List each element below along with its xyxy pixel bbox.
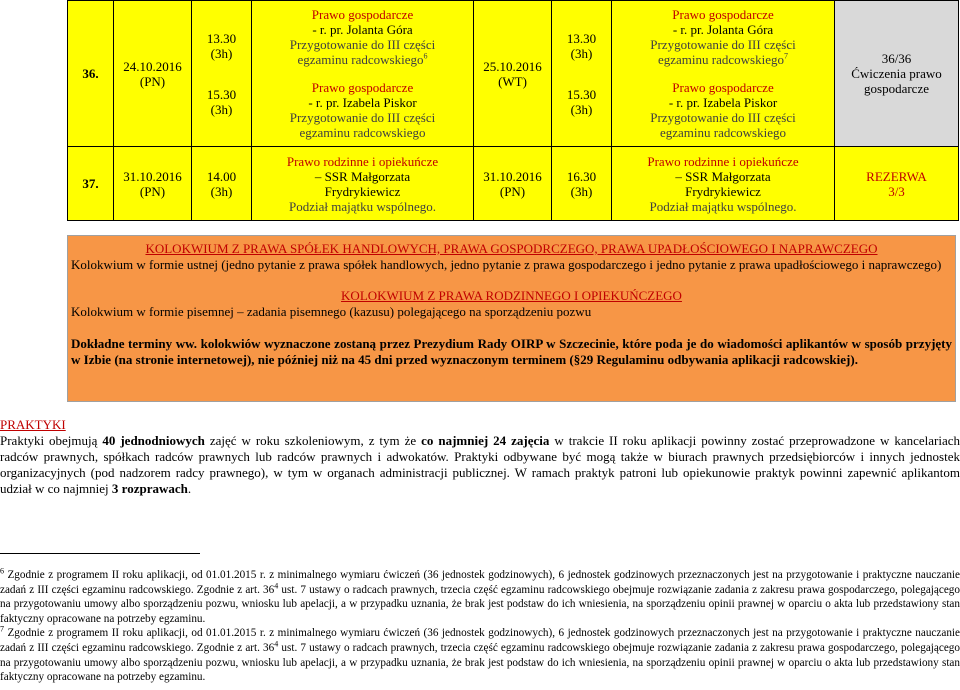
topic: egzaminu radcowskiego xyxy=(299,125,426,140)
lecturer: – SSR Małgorzata xyxy=(314,168,411,184)
schedule-table xyxy=(67,0,959,221)
subject: Prawo rodzinne i opiekuńcze xyxy=(647,153,799,169)
start-time: 16.30 xyxy=(566,168,597,184)
summary-label: gospodarcze xyxy=(864,81,929,96)
time-cell xyxy=(552,1,612,147)
footnote-text: ust. 7 ustawy o radcach prawnych, trzecia część egzaminu radcowskiego obejmuje rozwiązanie zadania z zakresu prawa gospodarczego, polegającego na przygotowaniu umowy albo sporządzeniu pozwu, wniosku lub apelacji, a w przypadku uznania, że brak jest podstaw do ich wniesienia, na sporządzeniu opinii prawnej w oparciu o akta lub przedstawiony stan faktyczny opracowane na potrzeby egzaminu. xyxy=(0,583,960,625)
schedule-row-36 xyxy=(68,1,959,147)
topic: egzaminu radcowskiego xyxy=(660,125,786,140)
subject: Prawo gospodarcze xyxy=(311,7,414,22)
class-cell xyxy=(252,1,474,147)
start-time: 14.00 xyxy=(206,168,237,184)
class-cell xyxy=(612,147,835,221)
start-time: 15.30 xyxy=(206,86,237,102)
duration: (3h) xyxy=(210,101,233,117)
exam-terms: Dokładne terminy ww. kolokwiów wyznaczone zostaną przez Prezydium Rady OIRP w Szczecinie, które poda je do wiadomości aplikantów w sposób przyjęty w Izbie (na stronie internetowej), nie później niż na 45 dni przed wyznaczonym terminem (§29 Regulaminu odbywania aplikacji radcowskiej). xyxy=(71,336,952,367)
topic: Przygotowanie do III części xyxy=(289,37,436,52)
start-time: 13.30 xyxy=(566,30,597,46)
lecturer: Frydrykiewicz xyxy=(324,183,401,199)
practice-section xyxy=(0,417,960,497)
topic: egzaminu radcowskiego xyxy=(297,52,424,67)
date-text: 31.10.2016 xyxy=(483,168,542,184)
summary-count: 36/36 xyxy=(881,51,912,66)
text-run: w trakcie II roku aplikacji powinny zostać przeprowadzone w kancelariach radców prawnych, spółkach radców prawnych lub radców prawnych i adwokatów. Praktyki odbywane być mogą także w biurach prawnych przedsiębiorców i innych jednostek organizacyjnych (pod nadzorem radcy prawnego), w tym w organach administracji publicznej. W ramach praktyk patroni lub opiekunowie praktyk powinni zapewnić aplikantom udział w co najmniej xyxy=(0,433,960,496)
reserve-count: 3/3 xyxy=(888,183,905,199)
topic: Przygotowanie do III części xyxy=(650,110,796,125)
lecturer: - r. pr. Jolanta Góra xyxy=(312,22,413,37)
footnote-7 xyxy=(0,626,960,684)
row-number: 36. xyxy=(68,1,114,147)
text-run: zajęć w roku szkoleniowym, z tym że xyxy=(204,433,422,448)
exam-title-commercial: KOLOKWIUM Z PRAWA SPÓŁEK HANDLOWYCH, PRAWA GOSPODRCZEGO, PRAWA UPADŁOŚCIOWEGO I NAPRAWCZEGO xyxy=(145,241,878,256)
schedule-row-37 xyxy=(68,147,959,221)
text-run: Praktyki obejmują xyxy=(0,433,103,448)
lecturer: – SSR Małgorzata xyxy=(675,168,771,184)
class-cell xyxy=(612,1,835,147)
footnote-number: 6 xyxy=(0,566,4,576)
subject: Prawo rodzinne i opiekuńcze xyxy=(286,153,439,169)
date-text: 25.10.2016 xyxy=(483,58,542,74)
footnote-separator xyxy=(0,553,200,554)
date-cell xyxy=(474,147,552,221)
subject: Prawo gospodarcze xyxy=(672,7,774,22)
footnote-ref[interactable]: 7 xyxy=(783,51,788,61)
footnote-text: ust. 7 ustawy o radcach prawnych, trzecia część egzaminu radcowskiego obejmuje rozwiązanie zadania z zakresu prawa gospodarczego, polegającego na przygotowaniu umowy albo sporządzeniu pozwu, wniosku lub apelacji, a w przypadku uznania, że brak jest podstaw do ich wniesienia, na sporządzeniu opinii prawnej w oparciu o akta lub przedstawiony stan faktyczny opracowane na potrzeby egzaminu. xyxy=(0,641,960,684)
summary-cell xyxy=(835,1,959,147)
text-run: . xyxy=(187,481,192,496)
practice-paragraph xyxy=(0,433,960,497)
footnote-text: Zgodnie z programem II roku aplikacji, od 01.01.2015 r. z minimalnego wymiaru ćwiczeń (36 jednostek godzinowych), 6 jednostek godzinowych przeznaczonych jest na przygotowanie i praktyczne nauczanie zadań z III części egzaminu radcowskiego. Zgodnie z art. 36 xyxy=(0,627,960,654)
reserve-cell xyxy=(835,147,959,221)
duration: (3h) xyxy=(570,101,593,117)
topic: Przygotowanie do III części xyxy=(650,37,796,52)
time-cell xyxy=(552,147,612,221)
row-number: 37. xyxy=(68,147,114,221)
topic: Podział majątku wspólnego. xyxy=(289,198,436,214)
text-run-bold: co najmniej 24 zajęcia xyxy=(421,433,550,448)
time-cell xyxy=(192,147,252,221)
topic: Podział majątku wspólnego. xyxy=(649,198,797,214)
footnote-text: Zgodnie z programem II roku aplikacji, od 01.01.2015 r. z minimalnego wymiaru ćwiczeń (36 jednostek godzinowych), 6 jednostek godzinowych przeznaczonych jest na przygotowanie i praktyczne nauczanie zadań z III części egzaminu radcowskiego. Zgodnie z art. 36 xyxy=(0,569,960,596)
date-text: 24.10.2016 xyxy=(123,58,182,74)
exam-info-box xyxy=(67,235,956,402)
time-cell xyxy=(192,1,252,147)
footnotes xyxy=(0,568,960,685)
class-cell xyxy=(252,147,474,221)
superscript: 4 xyxy=(274,580,279,590)
exam-text-commercial: Kolokwium w formie ustnej (jedno pytanie z prawa spółek handlowych, jedno pytanie z prawa gospodarczego i jedno pytanie z prawa upadłościowego i naprawczego) xyxy=(71,257,942,272)
duration: (3h) xyxy=(570,183,593,199)
topic: egzaminu radcowskiego xyxy=(658,52,784,67)
superscript: 4 xyxy=(274,639,279,649)
weekday-text: (PN) xyxy=(139,73,166,89)
subject: Prawo gospodarcze xyxy=(311,80,414,95)
lecturer: - r. pr. Izabela Piskor xyxy=(308,95,417,110)
text-run-bold: 40 jednodniowych xyxy=(102,433,205,448)
topic: Przygotowanie do III części xyxy=(289,110,436,125)
start-time: 13.30 xyxy=(206,30,237,46)
exam-text-family: Kolokwium w formie pisemnej – zadania pisemnego (kazusu) polegającego na sporządzeniu pozwu xyxy=(71,304,592,319)
start-time: 15.30 xyxy=(566,86,597,102)
lecturer: - r. pr. Jolanta Góra xyxy=(672,22,774,37)
practice-heading: PRAKTYKI xyxy=(0,417,66,432)
subject: Prawo gospodarcze xyxy=(672,80,774,95)
date-cell xyxy=(474,1,552,147)
date-cell xyxy=(114,147,192,221)
weekday-text: (PN) xyxy=(499,183,526,199)
footnote-number: 7 xyxy=(0,624,4,634)
duration: (3h) xyxy=(210,183,233,199)
duration: (3h) xyxy=(570,45,593,61)
footnote-ref[interactable]: 6 xyxy=(423,51,428,61)
exam-title-family: KOLOKWIUM Z PRAWA RODZINNEGO I OPIEKUŃCZEGO xyxy=(341,288,682,303)
text-run-bold: 3 rozprawach xyxy=(111,481,188,496)
date-text: 31.10.2016 xyxy=(123,168,182,184)
weekday-text: (PN) xyxy=(139,183,166,199)
lecturer: Frydrykiewicz xyxy=(685,183,761,199)
weekday-text: (WT) xyxy=(498,73,527,89)
summary-label: Ćwiczenia prawo xyxy=(851,66,942,81)
reserve-label: REZERWA xyxy=(866,168,927,184)
date-cell xyxy=(114,1,192,147)
lecturer: - r. pr. Izabela Piskor xyxy=(668,95,778,110)
footnote-6 xyxy=(0,568,960,626)
duration: (3h) xyxy=(210,45,233,61)
